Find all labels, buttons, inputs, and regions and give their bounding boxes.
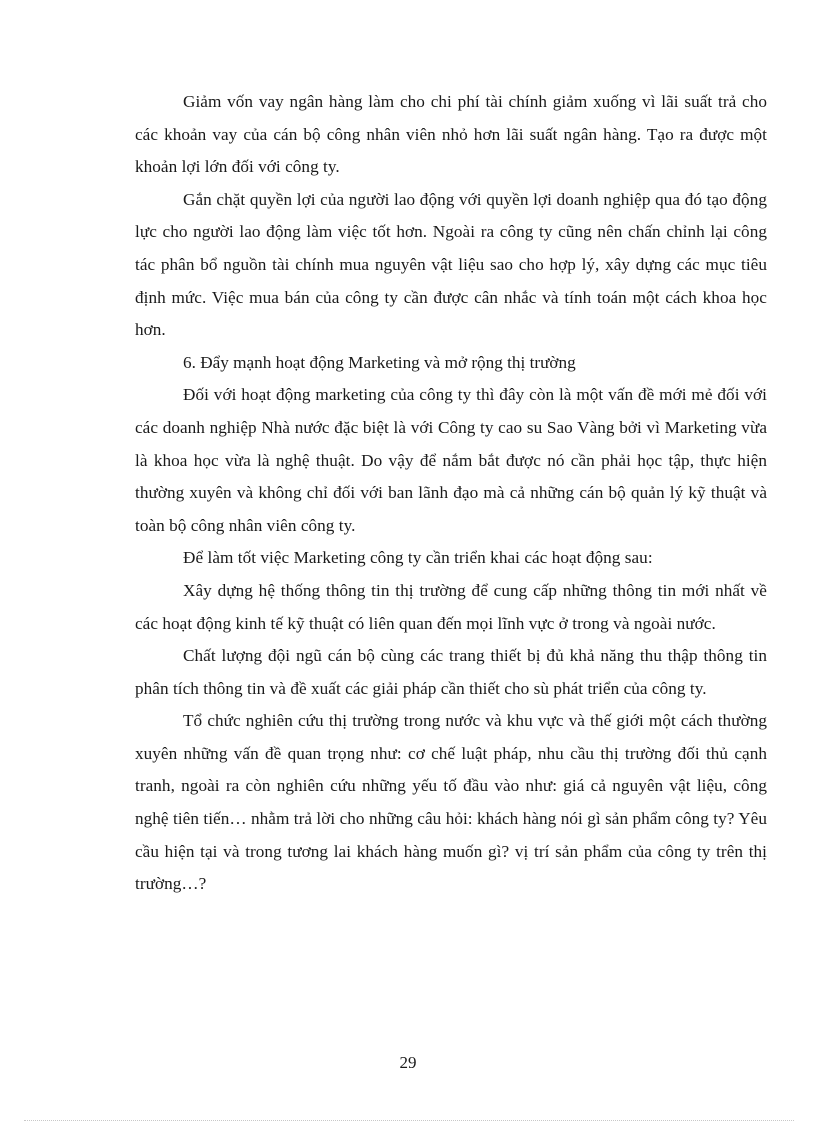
paragraph-staff-quality: Chất lượng đội ngũ cán bộ cùng các trang thiết bị đủ khả năng thu thập thông tin phân tích thông tin và đề xuất các giải pháp cần thiết cho sù phát triển của công ty. (135, 646, 767, 698)
body-text (135, 86, 767, 901)
paragraph-loan-reduction: Giảm vốn vay ngân hàng làm cho chi phí tài chính giảm xuống vì lãi suất trả cho các khoản vay của cán bộ công nhân viên nhỏ hơn lãi suất ngân hàng. Tạo ra được một khoản lợi lớn đối với công ty. (135, 92, 767, 177)
paragraph-marketing-activities: Để làm tốt việc Marketing công ty cần triển khai các hoạt động sau: (183, 548, 653, 568)
paragraph-information-system: Xây dựng hệ thống thông tin thị trường để cung cấp những thông tin mới nhất về các hoạt động kinh tế kỹ thuật có liên quan đến mọi lĩnh vực ở trong và ngoài nước. (135, 580, 767, 633)
paragraph-market-research: Tổ chức nghiên cứu thị trường trong nước và khu vực và thế giới một cách thường xuyên những vấn đề quan trọng như: cơ chế luật pháp, nhu cầu thị trường đối thủ cạnh tranh, ngoài ra còn nghiên cứu những yếu tố đầu vào như: giá cả nguyên vật liệu, công nghệ tiên tiến… nhằm trả lời cho những câu hỏi: khách hàng nói gì sản phẩm công ty? Yêu cầu hiện tại và trong tương lai khách hàng muốn gì? vị trí sản phẩm của công ty trên thị trường…? (135, 711, 767, 894)
page-number: 29 (399, 1053, 417, 1072)
page-bottom-divider (24, 1120, 794, 1121)
section-heading-marketing: 6. Đẩy mạnh hoạt động Marketing và mở rộng thị trường (183, 352, 576, 372)
paragraph-employee-interest: Gắn chặt quyền lợi của người lao động với quyền lợi doanh nghiệp qua đó tạo động lực cho người lao động làm việc tốt hơn. Ngoài ra công ty cũng nên chấn chỉnh lại công tác phân bổ nguồn tài chính mua nguyên vật liệu sao cho hợp lý, xây dựng các mục tiêu định mức. Việc mua bán của công ty cần được cân nhắc và tính toán một cách khoa học hơn. (135, 189, 767, 340)
paragraph-marketing-intro: Đối với hoạt động marketing của công ty thì đây còn là một vấn đề mới mẻ đối với các doanh nghiệp Nhà nước đặc biệt là với Công ty cao su Sao Vàng bởi vì Marketing vừa là khoa học vừa là nghệ thuật. Do vậy để nắm bắt được nó cần phải học tập, thực hiện thường xuyên và không chỉ đối với ban lãnh đạo mà cả những cán bộ quản lý kỹ thuật và toàn bộ công nhân viên công ty. (135, 385, 767, 535)
